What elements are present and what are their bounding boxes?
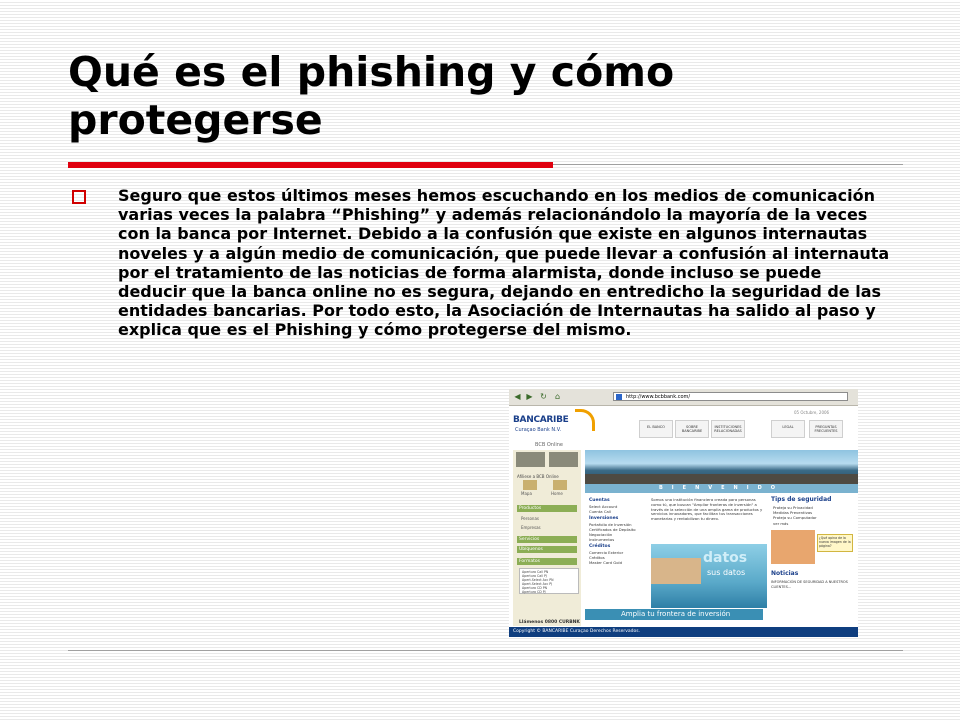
site-tab: PREGUNTAS FRECUENTES	[809, 420, 843, 438]
creditos-item: Master Card Gold	[589, 560, 622, 565]
promo-photo	[651, 558, 701, 584]
inversiones-item: Certificados de Depósito	[589, 527, 636, 532]
inversiones-item: Negociación	[589, 532, 613, 537]
hero-shoreline	[585, 474, 858, 484]
formatos-item: Apert.Select Acc PN	[522, 578, 554, 582]
bank-logo	[513, 409, 598, 437]
tips-item: Proteja su Computador	[773, 515, 817, 520]
intro-text: Somos una institución financiera creada para personas como tú, que buscan "Ampliar fronteras de inversión" a través de la selección de una amplia gama de productos y servicios innovadores, que facilitan tus transacciones monetarias y rentabilizan tu dinero.	[651, 497, 763, 522]
bcb-online-label: BCB Online	[535, 442, 563, 448]
site-date: 05 Octubre, 2006	[794, 410, 830, 415]
sidebar-productos: Productos	[517, 505, 577, 512]
site-nav-tabs	[639, 420, 849, 438]
site-tab: LEGAL	[771, 420, 805, 438]
promo-big-text: datos	[703, 550, 748, 566]
logo-swoosh-icon	[575, 409, 595, 431]
footer-rule	[68, 650, 903, 651]
cuentas-heading: Cuentas	[589, 498, 610, 503]
tips-heading: Tips de seguridad	[771, 496, 832, 503]
square-bullet-icon	[72, 190, 86, 204]
formatos-item: Apertura Call PJ	[522, 574, 547, 578]
creditos-heading: Créditos	[589, 544, 611, 549]
back-arrow-icon: ◀	[514, 392, 521, 401]
welcome-bar: BIENVENIDO	[585, 484, 858, 493]
formatos-item: Apertura Call PN	[522, 570, 549, 574]
sidebar-phone: Llámenos 0800 CURBNK	[519, 620, 580, 625]
page-icon	[616, 394, 622, 400]
sidebar-item: Personas	[521, 516, 539, 521]
forward-arrow-icon: ▶	[526, 392, 533, 401]
formatos-item: Apertura CD PN	[522, 586, 548, 590]
inversiones-item: Portafolio de Inversión	[589, 522, 632, 527]
home-icon	[553, 480, 567, 490]
promo-small-text: sus datos	[707, 568, 746, 577]
noticias-heading: Noticias	[771, 570, 799, 577]
sidebar-formatos: Formatos	[517, 558, 577, 565]
sidebar-thumbnails	[516, 452, 578, 468]
creditos-item: Comercio Exterior	[589, 550, 624, 555]
sidebar-ubiquenos: Ubíquenos	[517, 546, 577, 553]
home-label: Home	[551, 491, 563, 496]
bank-logo-text: BANCARIBE	[513, 415, 569, 425]
browser-toolbar	[509, 389, 858, 406]
site-tab: SOBRE BANCARIBE	[675, 420, 709, 438]
cuentas-item: Cuenta Call	[589, 509, 611, 514]
inversiones-heading: Inversiones	[589, 516, 619, 521]
address-url: http://www.bcbbank.com/	[626, 394, 691, 400]
amplia-banner: Amplia tu frontera de inversión	[585, 609, 763, 620]
hero-banner	[585, 450, 858, 484]
sidebar-thumbnail	[549, 452, 578, 467]
map-icon	[523, 480, 537, 490]
bank-site	[509, 406, 858, 627]
promo-banner	[651, 544, 767, 608]
tips-photo	[771, 530, 815, 564]
slide-body-text: Seguro que estos últimos meses hemos escuchando en los medios de comunicación varias veces la palabra “Phishing” y además relacionándolo la mayoría de la veces con la banca por Internet. Debido a la confusión que existe en algunos internautas noveles y a algún medio de comunicación, que puede llevar a confusión al internauta por el tratamiento de las noticias de forma alarmista, donde incluso se puede deducir que la banca online no es segura, dejando en entredicho la seguridad de las entidades bancarias. Por todo esto, la Asociación de Internautas ha salido al paso y explica que es el Phishing y cómo protegerse del mismo.	[118, 186, 890, 340]
slide-title: Qué es el phishing y cómo protegerse	[68, 48, 675, 145]
formatos-list	[519, 568, 579, 594]
inversiones-item: Instrumentos	[589, 537, 615, 542]
opinion-bubble: ¿Qué opina de la nueva imagen de la página?	[817, 534, 853, 552]
formatos-item: Apertura CD PJ	[522, 590, 546, 594]
site-tab: EL BANCO	[639, 420, 673, 438]
title-underline	[68, 162, 903, 168]
formatos-item: Apert.Select Acc PJ	[522, 582, 553, 586]
home-icon: ⌂	[554, 392, 561, 401]
cuentas-item: Select Account	[589, 504, 618, 509]
noticias-text: INFORMACIÓN DE SEGURIDAD A NUESTROS CLIENTES...	[771, 580, 848, 589]
title-underline-accent	[68, 162, 553, 168]
title-underline-line	[553, 164, 903, 165]
site-copyright: Copyright © BANCARIBE Curaçao Derechos Reservados.	[509, 627, 858, 637]
tips-item: Medidas Preventivas	[773, 510, 813, 515]
afiliese-label: Afíliese a BCB Online	[517, 474, 559, 479]
tips-more: ver más	[773, 521, 789, 526]
bank-website-screenshot	[509, 389, 858, 637]
sidebar-item: Empresas	[521, 525, 541, 530]
sidebar-thumbnail	[516, 452, 545, 467]
sidebar-servicios: Servicios	[517, 536, 577, 543]
creditos-item: Créditos	[589, 555, 605, 560]
address-bar	[613, 392, 848, 401]
tips-item: Proteja su Privacidad	[773, 505, 813, 510]
site-tab: INSTITUCIONES RELACIONADAS	[711, 420, 745, 438]
refresh-icon: ↻	[540, 392, 547, 401]
tips-panel	[769, 496, 855, 616]
map-label: Mapa	[521, 491, 532, 496]
site-sidebar	[513, 450, 581, 626]
bank-logo-sub: Curaçao Bank N.V.	[515, 427, 562, 433]
